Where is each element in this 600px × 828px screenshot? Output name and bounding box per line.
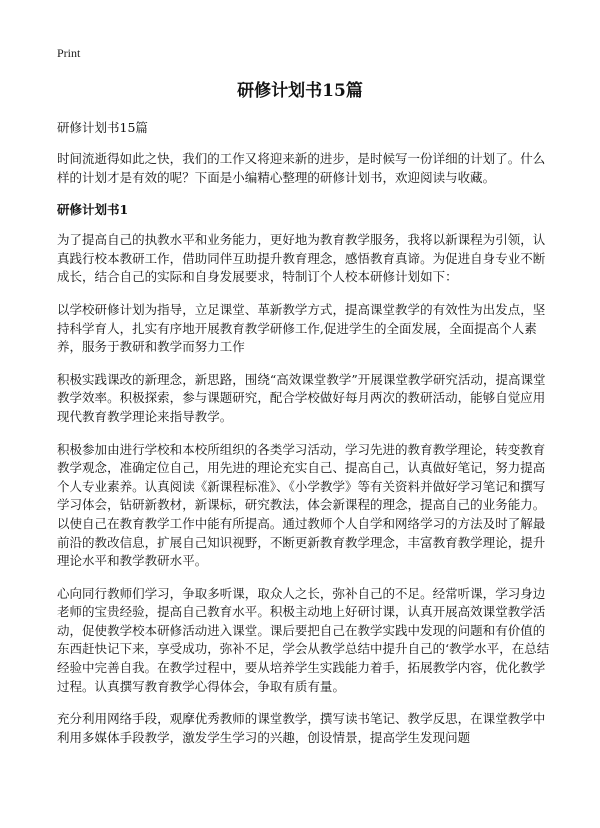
document-subtitle: 研修计划书15篇 xyxy=(57,120,148,135)
body-paragraph-5: 心向同行教师们学习，争取多听课，取众人之长，弥补自己的不足。经常听课，学习身边老师的宝贵经验，提高自己教育水平。积极主动地上好研讨课，认真开展高效课堂教学活动，促使教学校本研修活动进入课堂。课后要把自己在教学实践中发现的问题和有价值的东西赶快记下来，享受成功，弥补不足，学会从教学总结中提升自己的‘教学水平，在总结经验中完善自我。在教学过程中，要从培养学生实践能力着手，拓展教学内容，优化教学过程。认真撰写教育教学心得体会，争取有质有量。 xyxy=(57,585,550,694)
document-body xyxy=(57,150,553,761)
body-paragraph-3: 积极实践课改的新理念，新思路，围绕“高效课堂教学”开展课堂教学研究活动，提高课堂教学效率。积极探索，参与课题研究，配合学校做好每月两次的教研活动，能够自觉应用现代教育教学理论来指导教学。 xyxy=(57,371,546,424)
body-paragraph-1: 为了提高自己的执教水平和业务能力，更好地为教育教学服务，我将以新课程为引领，认真践行校本教研工作，借助同伴互助提升教育理念，感悟教育真谛。为促进自身专业不断成长，结合自己的实际和自身发展要求，特制订个人校本研修计划如下： xyxy=(57,232,546,285)
print-link[interactable]: Print xyxy=(57,46,81,60)
body-paragraph-4: 积极参加由进行学校和本校所组织的各类学习活动，学习先进的教育教学理论，转变教育教学观念，准确定位自己，用先进的理论充实自己、提高自己，认真做好笔记，努力提高个人专业素养。认真阅读《新课程标准》、《小学教学》等有关资料并做好学习笔记和撰写学习体会，钻研新教材，新课标，研究教法，体会新课程的理念，提高自己的业务能力。以使自己在教育教学工作中能有所提高。通过教师个人自学和网络学习的方法及时了解最前沿的教改信息，扩展自己知识视野，不断更新教育教学理念，丰富教育教学理论，提升理论水平和教学教研水平。 xyxy=(57,441,546,569)
body-paragraph-6: 充分利用网络手段，观摩优秀教师的课堂教学，撰写读书笔记、教学反思，在课堂教学中利用多媒体手段教学，激发学生学习的兴趣，创设情景，提高学生发现问题 xyxy=(57,711,546,745)
section-heading: 研修计划书1 xyxy=(57,202,129,218)
page-title: 研修计划书15篇 xyxy=(237,81,363,101)
body-paragraph-2: 以学校研修计划为指导，立足课堂、革新教学方式，提高课堂教学的有效性为出发点，坚持科学育人，扎实有序地开展教育教学研修工作,促进学生的全面发展，全面提高个人素养，服务于教研和教学而努力工作 xyxy=(57,301,546,355)
intro-paragraph: 时间流逝得如此之快，我们的工作又将迎来新的进步，是时候写一份详细的计划了。什么样的计划才是有效的呢？下面是小编精心整理的研修计划书，欢迎阅读与收藏。 xyxy=(57,151,546,185)
